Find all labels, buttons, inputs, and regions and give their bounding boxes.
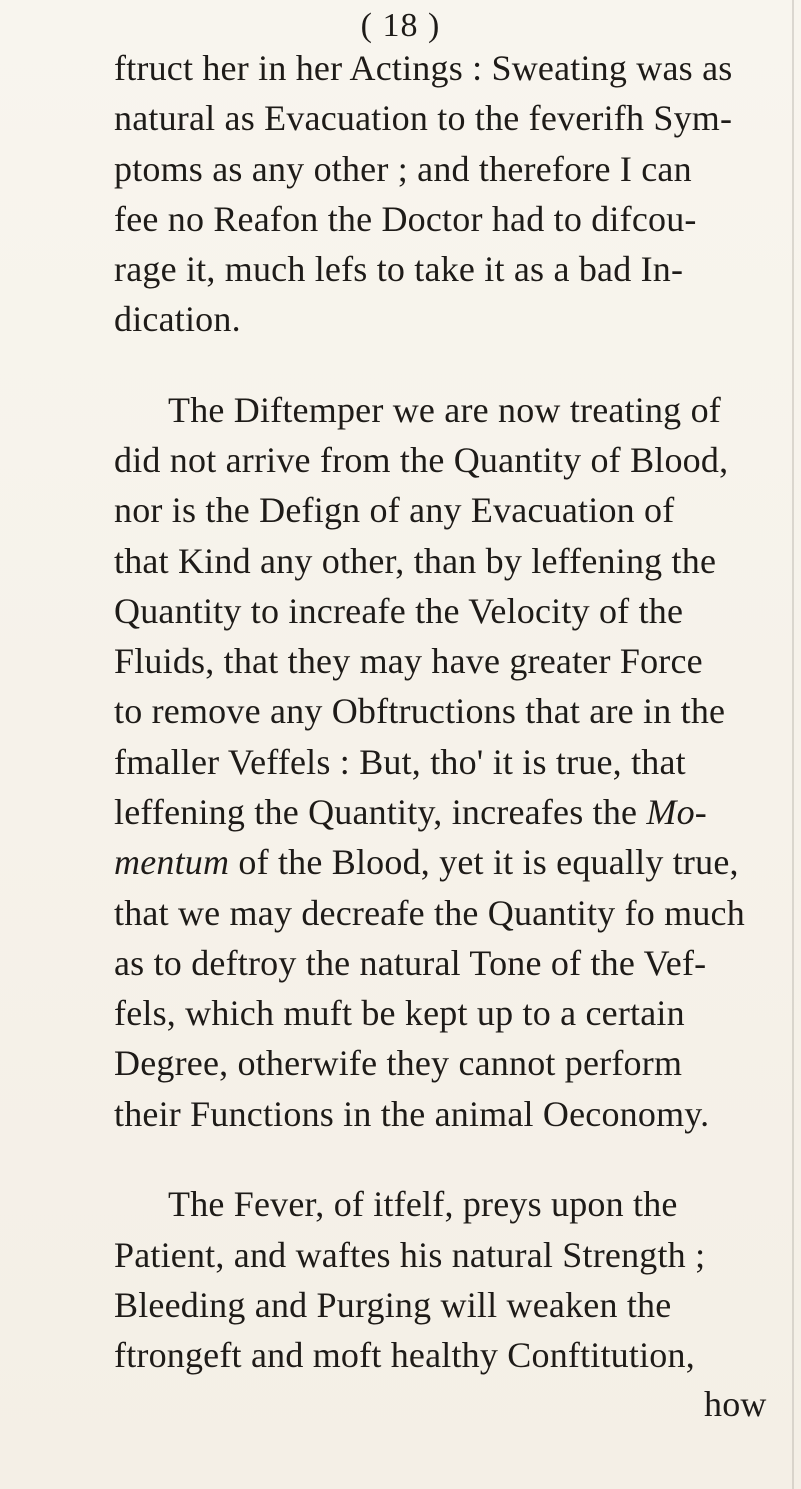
paragraph-1-line-5: rage it, much lefs to take it as a bad In- [114,249,684,289]
paragraph-3-line-3: Bleeding and Purging will weaken the [114,1285,672,1325]
paragraph-2-line-15: their Functions in the animal Oeconomy. [114,1094,710,1134]
paragraph-2-line-9-italic: Mo- [646,792,707,832]
paragraph-2-line-6: Fluids, that they may have greater Force [114,641,703,681]
paragraph-2-line-2: did not arrive from the Quantity of Blood, [114,440,729,480]
paragraph-3-line-4: ftrongeft and moft healthy Conftitution, [114,1335,695,1375]
paragraph-2-line-9-text: leffening the Quantity, increafes the [114,792,638,832]
paragraph-1-line-3: ptoms as any other ; and therefore I can [114,149,692,189]
paragraph-2-line-4: that Kind any other, than by leffening the [114,541,717,581]
paragraph-1-line-6: dication. [114,299,241,339]
paragraph-2-line-10-italic: mentum [114,842,230,882]
paragraph-2-line-8: fmaller Veffels : But, tho' it is true, that [114,742,686,782]
paragraph-2-line-12: as to deftroy the natural Tone of the Vef- [114,943,707,983]
paragraph-2-line-10 [114,840,739,884]
paragraph-3-line-1: The Fever, of itfelf, preys upon the [168,1184,678,1224]
paragraph-2-line-7: to remove any Obftructions that are in the [114,691,726,731]
paragraph-2-line-1: The Diftemper we are now treating of [168,390,721,430]
page-edge-shadow [792,0,794,1489]
paragraph-2-line-9 [114,790,707,834]
paragraph-2-line-11: that we may decreafe the Quantity fo much [114,893,745,933]
paragraph-1-line-4: fee no Reafon the Doctor had to difcou- [114,199,697,239]
paragraph-2-line-13: fels, which muft be kept up to a certain [114,993,685,1033]
paragraph-1-line-1: ftruct her in her Actings : Sweating was as [114,48,733,88]
paragraph-2-line-10-text: of the Blood, yet it is equally true, [229,842,739,882]
page-number: ( 18 ) [360,7,441,44]
paragraph-3-line-2: Patient, and waftes his natural Strength ; [114,1235,706,1275]
paragraph-1-line-2: natural as Evacuation to the feverifh Sym- [114,98,733,138]
paragraph-2-line-5: Quantity to increafe the Velocity of the [114,591,684,631]
catchword: how [704,1384,767,1424]
paragraph-2-line-14: Degree, otherwife they cannot perform [114,1043,683,1083]
paragraph-2-line-3: nor is the Defign of any Evacuation of [114,490,675,530]
